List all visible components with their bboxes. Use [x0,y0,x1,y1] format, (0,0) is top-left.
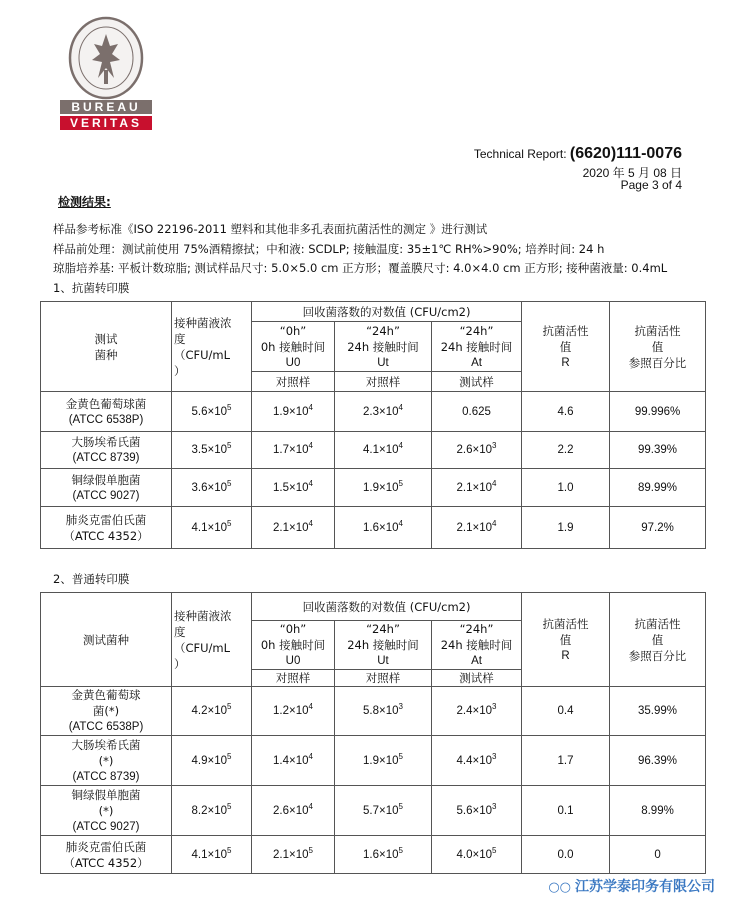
inoculum-cell: $5.6\times 10^5$ [172,392,252,432]
inoculum-cell: $8.2\times 10^5$ [172,786,252,836]
strain-cell: 大肠埃希氏菌 (ATCC 8739) [41,432,172,469]
table-row [41,786,706,836]
header-activity-pct: 抗菌活性 值 参照百分比 [610,302,706,392]
pct-cell: 89.99% [610,469,706,507]
pct-cell: 97.2% [610,507,706,549]
header-u0: “0h” 0h 接触时间 U0 [252,322,335,372]
at-cell: $2.4\times 10^3$ [432,687,522,736]
r-cell: 2.2 [522,432,610,469]
bureau-veritas-logo [58,16,154,134]
header-ut: “24h” 24h 接触时间 Ut [335,322,432,372]
u0-cell: $1.7\times 10^4$ [252,432,335,469]
section-title: 检测结果: [58,195,111,209]
header-recovered-log: 回收菌落数的对数值 (CFU/cm2) [252,302,522,322]
strain-cell: 铜绿假单胞菌 (*) (ATCC 9027) [41,786,172,836]
u0-cell: $2.6\times 10^4$ [252,786,335,836]
table1-title: 1、抗菌转印膜 [53,281,130,295]
inoculum-cell: $4.2\times 10^5$ [172,687,252,736]
ut-cell: $1.6\times 10^4$ [335,507,432,549]
header-ut-kind: 对照样 [335,372,432,392]
table-row [41,836,706,874]
results-table-2 [40,592,706,874]
strain-cell: 铜绿假单胞菌 (ATCC 9027) [41,469,172,507]
pct-cell: 8.99% [610,786,706,836]
report-label: Technical Report: [473,147,570,161]
header-strain: 测试菌种 [41,593,172,687]
ut-cell: $1.9\times 10^5$ [335,469,432,507]
table-row [41,507,706,549]
u0-cell: $1.9\times 10^4$ [252,392,335,432]
table-row [41,736,706,786]
r-cell: 1.9 [522,507,610,549]
ut-cell: $1.9\times 10^5$ [335,736,432,786]
report-date: 2020 年 5 月 08 日 [582,166,682,180]
header-at-kind: 测试样 [432,372,522,392]
ut-cell: $5.7\times 10^5$ [335,786,432,836]
inoculum-cell: $4.1\times 10^5$ [172,507,252,549]
header-activity-pct: 抗菌活性 值 参照百分比 [610,593,706,687]
r-cell: 1.7 [522,736,610,786]
ut-cell: $1.6\times 10^5$ [335,836,432,874]
pct-cell: 0 [610,836,706,874]
header-activity-r: 抗菌活性 值 R [522,302,610,392]
logo-veritas-bar: VERITAS [60,116,152,130]
ut-cell: $4.1\times 10^4$ [335,432,432,469]
r-cell: 0.4 [522,687,610,736]
header-at: “24h” 24h 接触时间 At [432,621,522,670]
at-cell: $4.0\times 10^5$ [432,836,522,874]
pretreatment-line: 样品前处理：测试前使用 75%酒精擦拭；中和液: SCDLP; 接触温度: 35±1℃ RH%>90%; 培养时间: 24 h [53,242,605,256]
header-u0-kind: 对照样 [252,372,335,392]
r-cell: 4.6 [522,392,610,432]
r-cell: 0.0 [522,836,610,874]
header-inoculum: 接种菌液浓 度 （CFU/mL ） [172,302,252,392]
report-number: (6620)111-0076 [569,145,682,162]
u0-cell: $1.5\times 10^4$ [252,469,335,507]
at-cell: $4.4\times 10^3$ [432,736,522,786]
at-cell: $5.6\times 10^3$ [432,786,522,836]
standard-line: 样品参考标准《ISO 22196-2011 塑料和其他非多孔表面抗菌活性的测定 》进行测试 [53,222,488,236]
at-cell: $2.1\times 10^4$ [432,507,522,549]
at-cell: $2.1\times 10^4$ [432,469,522,507]
strain-cell: 大肠埃希氏菌 (*) (ATCC 8739) [41,736,172,786]
page-number: Page 3 of 4 [620,178,682,192]
inoculum-cell: $4.9\times 10^5$ [172,736,252,786]
pct-cell: 99.39% [610,432,706,469]
strain-cell: 肺炎克雷伯氏菌 （ATCC 4352） [41,507,172,549]
table-row [41,469,706,507]
table-row [41,687,706,736]
header-inoculum: 接种菌液浓 度 （CFU/mL ） [172,593,252,687]
watermark-text: 江苏学泰印务有限公司 [575,879,715,895]
results-table-1 [40,301,706,549]
ut-cell: $5.8\times 10^3$ [335,687,432,736]
inoculum-cell: $3.6\times 10^5$ [172,469,252,507]
u0-cell: $2.1\times 10^5$ [252,836,335,874]
pct-cell: 99.996% [610,392,706,432]
strain-cell: 金黄色葡萄球菌 (ATCC 6538P) [41,392,172,432]
header-u0-kind: 对照样 [252,670,335,687]
watermark [548,876,715,896]
ut-cell: $2.3\times 10^4$ [335,392,432,432]
header-at-kind: 测试样 [432,670,522,687]
r-cell: 0.1 [522,786,610,836]
medium-line: 琼脂培养基: 平板计数琼脂; 测试样品尺寸: 5.0×5.0 cm 正方形；覆盖膜尺寸: 4.0×4.0 cm 正方形; 接种菌液量: 0.4mL [53,261,668,275]
r-cell: 1.0 [522,469,610,507]
header-at: “24h” 24h 接触时间 At [432,322,522,372]
table2-title: 2、普通转印膜 [53,572,130,586]
u0-cell: $1.2\times 10^4$ [252,687,335,736]
inoculum-cell: $3.5\times 10^5$ [172,432,252,469]
at-cell: $2.6\times 10^3$ [432,432,522,469]
at-cell: 0.625 [432,392,522,432]
header-u0: “0h” 0h 接触时间 U0 [252,621,335,670]
header-strain: 测试 菌种 [41,302,172,392]
table-row [41,432,706,469]
header-ut: “24h” 24h 接触时间 Ut [335,621,432,670]
u0-cell: $2.1\times 10^4$ [252,507,335,549]
pct-cell: 35.99% [610,687,706,736]
inoculum-cell: $4.1\times 10^5$ [172,836,252,874]
strain-cell: 肺炎克雷伯氏菌 （ATCC 4352） [41,836,172,874]
strain-cell: 金黄色葡萄球 菌(*) (ATCC 6538P) [41,687,172,736]
header-recovered-log: 回收菌落数的对数值 (CFU/cm2) [252,593,522,621]
seal-emblem-icon [58,16,154,100]
header-activity-r: 抗菌活性 值 R [522,593,610,687]
wechat-icon: ○○ [548,880,571,895]
report-number-line [474,145,682,163]
logo-bureau-bar: BUREAU [60,100,152,114]
header-ut-kind: 对照样 [335,670,432,687]
u0-cell: $1.4\times 10^4$ [252,736,335,786]
table-row [41,392,706,432]
pct-cell: 96.39% [610,736,706,786]
